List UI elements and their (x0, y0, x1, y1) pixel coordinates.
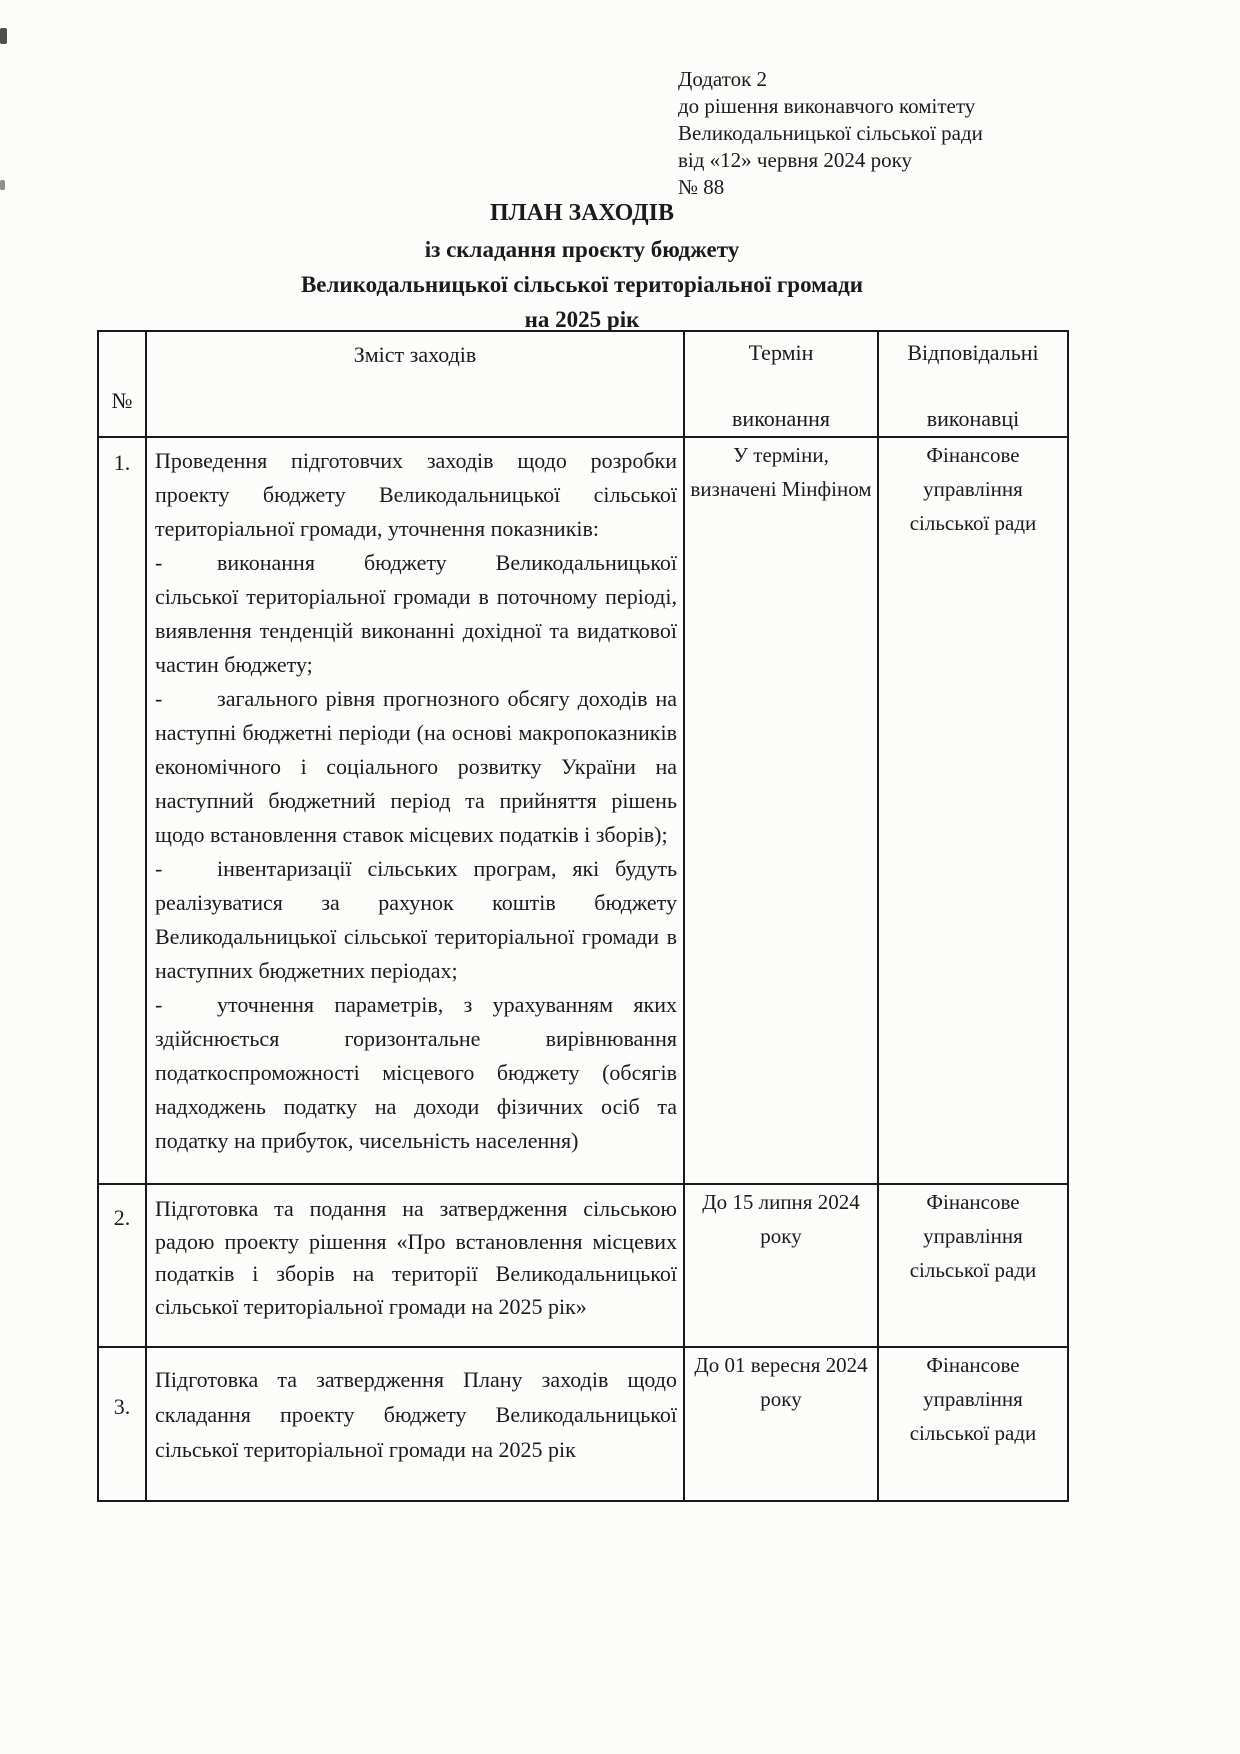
responsible-line: управління (923, 1224, 1023, 1248)
col-header-term-line: виконання (732, 406, 830, 431)
table-header-row (98, 331, 1068, 437)
measure-content-cell (146, 1184, 684, 1347)
term-line: До 15 липня 2024 (702, 1190, 860, 1214)
row-number: 2. (113, 1205, 131, 1230)
page-title: ПЛАН ЗАХОДІВ (490, 200, 674, 226)
plan-of-measures-table (97, 330, 1069, 1502)
content-paragraph (155, 852, 677, 988)
term-line: визначені Мінфіном (690, 477, 872, 501)
paragraph-text: виконання бюджету Великодальницької сільської територіальної громади в поточному періоді, виявлення тенденцій виконанні дохідної та видаткової частин бюджету; (155, 550, 677, 677)
term-cell (684, 1184, 878, 1347)
content-paragraph: Проведення підготовчих заходів щодо розробки проекту бюджету Великодальницької сільської територіальної громади, уточнення показників: (155, 448, 677, 541)
responsible-line: сільської ради (909, 1258, 1037, 1282)
col-header-responsible-line: виконавці (926, 406, 1020, 431)
appendix-line: Додаток 2 (678, 67, 768, 91)
term-cell (684, 1347, 878, 1501)
responsible-line: Фінансове (926, 1190, 1020, 1214)
content-paragraph (155, 682, 677, 852)
paragraph-text: уточнення параметрів, з урахуванням яких здійснюється горизонтальне вирівнювання податкоспроможності місцевого бюджету (обсягів надходжень податку на доходи фізичних осіб та податку на прибуток, чисельність населення) (155, 992, 677, 1153)
responsible-line: Фінансове (926, 443, 1020, 467)
col-header-content: Зміст заходів (146, 331, 684, 437)
appendix-line: від «12» червня 2024 року (678, 148, 913, 172)
title-subtitle: із складання проєкту бюджету (424, 237, 740, 262)
term-line: У терміни, (733, 443, 829, 467)
paragraph-text: інвентаризації сільських програм, які будуть реалізуватися за рахунок коштів бюджету Великодальницької сільської територіальної громади в наступних бюджетних періодах; (155, 856, 677, 983)
scan-artifact (0, 180, 5, 190)
responsible-line: сільської ради (909, 1421, 1037, 1445)
content-paragraph (155, 988, 677, 1158)
term-line: року (760, 1224, 802, 1248)
row-number-cell (98, 1347, 146, 1501)
col-header-number: № (98, 331, 146, 437)
responsible-cell (878, 1347, 1068, 1501)
content-paragraph (155, 546, 677, 682)
term-line: року (760, 1387, 802, 1411)
bullet-dash: - (155, 856, 163, 881)
row-number-cell (98, 1184, 146, 1347)
appendix-reference-block (678, 66, 983, 201)
term-line: До 01 вересня 2024 (694, 1353, 868, 1377)
table-row (98, 1184, 1068, 1347)
responsible-line: управління (923, 1387, 1023, 1411)
appendix-line: № 88 (678, 175, 725, 199)
term-cell (684, 437, 878, 1184)
measure-content-cell (146, 437, 684, 1184)
col-header-responsible-line: Відповідальні (907, 340, 1039, 365)
document-title-block (97, 194, 1067, 337)
row-number-cell (98, 437, 146, 1184)
title-subtitle: Великодальницької сільської територіальної громади (300, 272, 864, 297)
responsible-line: Фінансове (926, 1353, 1020, 1377)
bullet-dash: - (155, 686, 163, 711)
title-subtitle: на 2025 рік (524, 307, 640, 332)
table-row (98, 1347, 1068, 1501)
paragraph-text: загального рівня прогнозного обсягу доходів на наступні бюджетні періоди (на основі макропоказників економічного і соціального розвитку України на наступний бюджетний період та прийняття рішень щодо встановлення ставок місцевих податків і зборів); (155, 686, 677, 847)
responsible-cell (878, 437, 1068, 1184)
bullet-dash: - (155, 992, 163, 1017)
table-row (98, 437, 1068, 1184)
col-header-term (684, 331, 878, 437)
responsible-cell (878, 1184, 1068, 1347)
bullet-dash: - (155, 550, 163, 575)
content-paragraph: Підготовка та затвердження Плану заходів щодо складання проекту бюджету Великодальницької сільської територіальної громади на 2025 рік (155, 1367, 677, 1462)
responsible-line: управління (923, 477, 1023, 501)
row-number: 1. (113, 450, 131, 475)
measure-content-cell (146, 1347, 684, 1501)
col-header-term-line: Термін (748, 340, 814, 365)
row-number: 3. (113, 1394, 131, 1419)
content-paragraph: Підготовка та подання на затвердження сільською радою проекту рішення «Про встановлення місцевих податків і зборів на території Великодальницької сільської територіальної громади на 2025 рік» (155, 1196, 677, 1319)
scan-artifact (0, 28, 7, 44)
responsible-line: сільської ради (909, 511, 1037, 535)
col-header-responsible (878, 331, 1068, 437)
appendix-line: Великодальницької сільської ради (678, 121, 983, 145)
appendix-line: до рішення виконавчого комітету (678, 94, 976, 118)
